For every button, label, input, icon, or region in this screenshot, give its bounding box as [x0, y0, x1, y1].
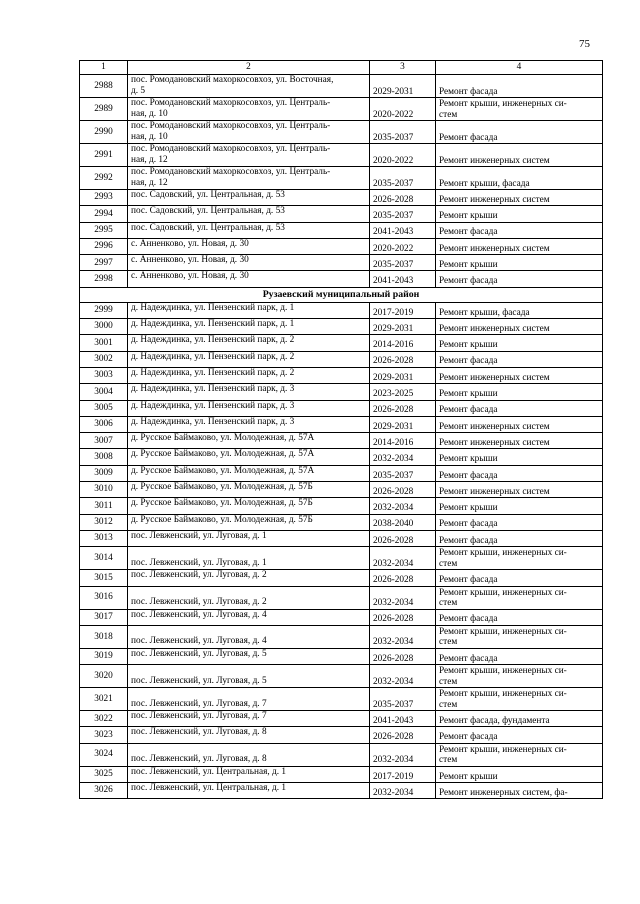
work-type-cell: Ремонт крыши, фасада — [436, 167, 603, 190]
table-row — [80, 743, 603, 766]
row-number: 3024 — [80, 743, 128, 766]
row-number: 3009 — [80, 465, 128, 481]
address-cell: с. Анненково, ул. Новая, д. 30 — [128, 255, 370, 271]
period-cell: 2035-2037 — [370, 465, 436, 481]
period-cell: 2035-2037 — [370, 167, 436, 190]
address-cell: пос. Ромодановский махоркосовхоз, ул. Централь- ная, д. 12 — [128, 144, 370, 167]
row-number: 3011 — [80, 498, 128, 514]
address-cell: д. Русское Баймаково, ул. Молодежная, д. 57Б — [128, 498, 370, 514]
work-type-cell: Ремонт инженерных систем — [436, 190, 603, 206]
period-cell: 2017-2019 — [370, 766, 436, 782]
work-type-cell: Ремонт фасада — [436, 75, 603, 98]
work-type-cell: Ремонт фасада — [436, 465, 603, 481]
work-type-cell: Ремонт инженерных систем — [436, 482, 603, 498]
work-type-cell: Ремонт крыши — [436, 335, 603, 351]
work-type-cell: Ремонт крыши, инженерных си- стем — [436, 625, 603, 648]
row-number: 3010 — [80, 482, 128, 498]
table-row — [80, 238, 603, 254]
period-cell: 2035-2037 — [370, 206, 436, 222]
address-cell: пос. Левженский, ул. Луговая, д. 4 — [128, 609, 370, 625]
table-row — [80, 766, 603, 782]
row-number: 2999 — [80, 302, 128, 318]
address-cell: пос. Левженский, ул. Центральная, д. 1 — [128, 766, 370, 782]
address-cell: пос. Левженский, ул. Луговая, д. 4 — [128, 625, 370, 648]
table-row — [80, 665, 603, 688]
period-cell: 2035-2037 — [370, 688, 436, 711]
work-type-cell: Ремонт инженерных систем — [436, 367, 603, 383]
table-row — [80, 449, 603, 465]
column-header: 2 — [128, 61, 370, 75]
row-number: 3000 — [80, 319, 128, 335]
work-type-cell: Ремонт фасада — [436, 530, 603, 546]
period-cell: 2020-2022 — [370, 98, 436, 121]
address-cell: д. Русское Баймаково, ул. Молодежная, д. 57Б — [128, 514, 370, 530]
table-row — [80, 98, 603, 121]
period-cell: 2035-2037 — [370, 255, 436, 271]
address-cell: пос. Левженский, ул. Луговая, д. 7 — [128, 688, 370, 711]
table-row — [80, 190, 603, 206]
work-type-cell: Ремонт фасада — [436, 727, 603, 743]
period-cell: 2032-2034 — [370, 743, 436, 766]
work-type-cell: Ремонт крыши, инженерных си- стем — [436, 98, 603, 121]
row-number: 3001 — [80, 335, 128, 351]
work-type-cell: Ремонт фасада — [436, 351, 603, 367]
period-cell: 2041-2043 — [370, 222, 436, 238]
table-row — [80, 465, 603, 481]
period-cell: 2041-2043 — [370, 711, 436, 727]
row-number: 2994 — [80, 206, 128, 222]
row-number: 2989 — [80, 98, 128, 121]
table-row — [80, 783, 603, 799]
period-cell: 2026-2028 — [370, 609, 436, 625]
address-cell: д. Надеждинка, ул. Пензенский парк, д. 3 — [128, 416, 370, 432]
column-header: 1 — [80, 61, 128, 75]
period-cell: 2032-2034 — [370, 665, 436, 688]
row-number: 3015 — [80, 570, 128, 586]
address-cell: д. Надеждинка, ул. Пензенский парк, д. 2 — [128, 351, 370, 367]
table-row — [80, 400, 603, 416]
work-type-cell: Ремонт крыши, инженерных си- стем — [436, 743, 603, 766]
address-cell: д. Надеждинка, ул. Пензенский парк, д. 1 — [128, 302, 370, 318]
row-number: 3012 — [80, 514, 128, 530]
period-cell: 2038-2040 — [370, 514, 436, 530]
address-cell: пос. Садовский, ул. Центральная, д. 53 — [128, 190, 370, 206]
work-type-cell: Ремонт фасада — [436, 514, 603, 530]
work-type-cell: Ремонт крыши, фасада — [436, 302, 603, 318]
period-cell: 2041-2043 — [370, 271, 436, 287]
table-row — [80, 586, 603, 609]
work-type-cell: Ремонт крыши, инженерных си- стем — [436, 586, 603, 609]
address-cell: пос. Садовский, ул. Центральная, д. 53 — [128, 222, 370, 238]
table-row — [80, 433, 603, 449]
row-number: 2990 — [80, 121, 128, 144]
table-row — [80, 384, 603, 400]
table-row — [80, 367, 603, 383]
address-cell: д. Надеждинка, ул. Пензенский парк, д. 3 — [128, 400, 370, 416]
address-cell: д. Русское Баймаково, ул. Молодежная, д. 57А — [128, 465, 370, 481]
row-number: 3023 — [80, 727, 128, 743]
table-row — [80, 482, 603, 498]
table-row — [80, 530, 603, 546]
work-type-cell: Ремонт фасада — [436, 648, 603, 664]
period-cell: 2032-2034 — [370, 449, 436, 465]
table-row — [80, 416, 603, 432]
row-number: 2991 — [80, 144, 128, 167]
address-cell: пос. Левженский, ул. Луговая, д. 2 — [128, 570, 370, 586]
address-cell: с. Анненково, ул. Новая, д. 30 — [128, 238, 370, 254]
address-cell: пос. Ромодановский махоркосовхоз, ул. Централь- ная, д. 10 — [128, 121, 370, 144]
address-cell: пос. Левженский, ул. Центральная, д. 1 — [128, 783, 370, 799]
period-cell: 2032-2034 — [370, 625, 436, 648]
work-type-cell: Ремонт фасада — [436, 271, 603, 287]
address-cell: пос. Левженский, ул. Луговая, д. 5 — [128, 665, 370, 688]
address-cell: пос. Левженский, ул. Луговая, д. 2 — [128, 586, 370, 609]
row-number: 3014 — [80, 547, 128, 570]
address-cell: с. Анненково, ул. Новая, д. 30 — [128, 271, 370, 287]
table-row — [80, 222, 603, 238]
period-cell: 2032-2034 — [370, 547, 436, 570]
address-cell: пос. Садовский, ул. Центральная, д. 53 — [128, 206, 370, 222]
row-number: 3008 — [80, 449, 128, 465]
address-cell: д. Надеждинка, ул. Пензенский парк, д. 1 — [128, 319, 370, 335]
work-type-cell: Ремонт инженерных систем — [436, 319, 603, 335]
period-cell: 2026-2028 — [370, 727, 436, 743]
period-cell: 2026-2028 — [370, 190, 436, 206]
address-cell: пос. Левженский, ул. Луговая, д. 8 — [128, 743, 370, 766]
row-number: 3002 — [80, 351, 128, 367]
work-type-cell: Ремонт фасада — [436, 609, 603, 625]
table-row — [80, 255, 603, 271]
period-cell: 2029-2031 — [370, 416, 436, 432]
work-type-cell: Ремонт фасада — [436, 222, 603, 238]
period-cell: 2029-2031 — [370, 367, 436, 383]
work-type-cell: Ремонт крыши — [436, 206, 603, 222]
period-cell: 2035-2037 — [370, 121, 436, 144]
row-number: 3025 — [80, 766, 128, 782]
address-cell: д. Надеждинка, ул. Пензенский парк, д. 2 — [128, 335, 370, 351]
work-type-cell: Ремонт крыши — [436, 449, 603, 465]
table-row — [80, 335, 603, 351]
work-type-cell: Ремонт крыши, инженерных си- стем — [436, 688, 603, 711]
table-row — [80, 625, 603, 648]
region-title: Рузаевский муниципальный район — [80, 287, 603, 302]
address-cell: д. Русское Баймаково, ул. Молодежная, д. 57А — [128, 433, 370, 449]
row-number: 3018 — [80, 625, 128, 648]
work-type-cell: Ремонт инженерных систем, фа- — [436, 783, 603, 799]
row-number: 2996 — [80, 238, 128, 254]
work-type-cell: Ремонт крыши — [436, 498, 603, 514]
period-cell: 2020-2022 — [370, 238, 436, 254]
table-row — [80, 319, 603, 335]
table-row — [80, 547, 603, 570]
table-header-row — [80, 61, 603, 75]
work-type-cell: Ремонт инженерных систем — [436, 144, 603, 167]
table-row — [80, 121, 603, 144]
address-cell: пос. Левженский, ул. Луговая, д. 5 — [128, 648, 370, 664]
table-row — [80, 688, 603, 711]
period-cell: 2014-2016 — [370, 433, 436, 449]
work-type-cell: Ремонт фасада — [436, 570, 603, 586]
row-number: 3021 — [80, 688, 128, 711]
row-number: 3005 — [80, 400, 128, 416]
period-cell: 2029-2031 — [370, 319, 436, 335]
period-cell: 2014-2016 — [370, 335, 436, 351]
address-cell: пос. Ромодановский махоркосовхоз, ул. Восточная, д. 5 — [128, 75, 370, 98]
address-cell: пос. Ромодановский махоркосовхоз, ул. Централь- ная, д. 10 — [128, 98, 370, 121]
period-cell: 2026-2028 — [370, 648, 436, 664]
table-row — [80, 609, 603, 625]
period-cell: 2026-2028 — [370, 400, 436, 416]
table-row — [80, 727, 603, 743]
address-cell: д. Русское Баймаково, ул. Молодежная, д. 57А — [128, 449, 370, 465]
address-cell: д. Русское Баймаково, ул. Молодежная, д. 57Б — [128, 482, 370, 498]
address-cell: пос. Ромодановский махоркосовхоз, ул. Централь- ная, д. 12 — [128, 167, 370, 190]
work-type-cell: Ремонт инженерных систем — [436, 416, 603, 432]
address-cell: д. Надеждинка, ул. Пензенский парк, д. 2 — [128, 367, 370, 383]
table-row — [80, 302, 603, 318]
table-row — [80, 167, 603, 190]
address-cell: пос. Левженский, ул. Луговая, д. 1 — [128, 547, 370, 570]
row-number: 3019 — [80, 648, 128, 664]
work-type-cell: Ремонт крыши — [436, 255, 603, 271]
row-number: 2992 — [80, 167, 128, 190]
period-cell: 2032-2034 — [370, 498, 436, 514]
row-number: 2993 — [80, 190, 128, 206]
work-type-cell: Ремонт инженерных систем — [436, 433, 603, 449]
region-header-row — [80, 287, 603, 302]
period-cell: 2023-2025 — [370, 384, 436, 400]
table-row — [80, 271, 603, 287]
column-header: 3 — [370, 61, 436, 75]
row-number: 3007 — [80, 433, 128, 449]
column-header: 4 — [436, 61, 603, 75]
period-cell: 2026-2028 — [370, 351, 436, 367]
address-cell: пос. Левженский, ул. Луговая, д. 8 — [128, 727, 370, 743]
table-row — [80, 498, 603, 514]
period-cell: 2029-2031 — [370, 75, 436, 98]
page-number: 75 — [579, 38, 590, 50]
address-cell: д. Надеждинка, ул. Пензенский парк, д. 3 — [128, 384, 370, 400]
table-row — [80, 514, 603, 530]
table-row — [80, 351, 603, 367]
row-number: 2995 — [80, 222, 128, 238]
row-number: 3004 — [80, 384, 128, 400]
address-cell: пос. Левженский, ул. Луговая, д. 1 — [128, 530, 370, 546]
row-number: 2998 — [80, 271, 128, 287]
row-number: 2997 — [80, 255, 128, 271]
table-row — [80, 75, 603, 98]
row-number: 3016 — [80, 586, 128, 609]
period-cell: 2020-2022 — [370, 144, 436, 167]
table-row — [80, 711, 603, 727]
row-number: 3020 — [80, 665, 128, 688]
work-type-cell: Ремонт крыши, инженерных си- стем — [436, 665, 603, 688]
row-number: 3013 — [80, 530, 128, 546]
table-row — [80, 144, 603, 167]
repair-schedule-table — [79, 60, 603, 799]
period-cell: 2026-2028 — [370, 530, 436, 546]
period-cell: 2032-2034 — [370, 783, 436, 799]
period-cell: 2026-2028 — [370, 570, 436, 586]
work-type-cell: Ремонт крыши, инженерных си- стем — [436, 547, 603, 570]
work-type-cell: Ремонт фасада — [436, 400, 603, 416]
row-number: 3017 — [80, 609, 128, 625]
work-type-cell: Ремонт фасада, фундамента — [436, 711, 603, 727]
row-number: 2988 — [80, 75, 128, 98]
period-cell: 2017-2019 — [370, 302, 436, 318]
period-cell: 2026-2028 — [370, 482, 436, 498]
address-cell: пос. Левженский, ул. Луговая, д. 7 — [128, 711, 370, 727]
table-row — [80, 206, 603, 222]
work-type-cell: Ремонт фасада — [436, 121, 603, 144]
row-number: 3022 — [80, 711, 128, 727]
work-type-cell: Ремонт крыши — [436, 384, 603, 400]
work-type-cell: Ремонт крыши — [436, 766, 603, 782]
table-row — [80, 648, 603, 664]
row-number: 3026 — [80, 783, 128, 799]
period-cell: 2032-2034 — [370, 586, 436, 609]
table-row — [80, 570, 603, 586]
row-number: 3006 — [80, 416, 128, 432]
work-type-cell: Ремонт инженерных систем — [436, 238, 603, 254]
row-number: 3003 — [80, 367, 128, 383]
